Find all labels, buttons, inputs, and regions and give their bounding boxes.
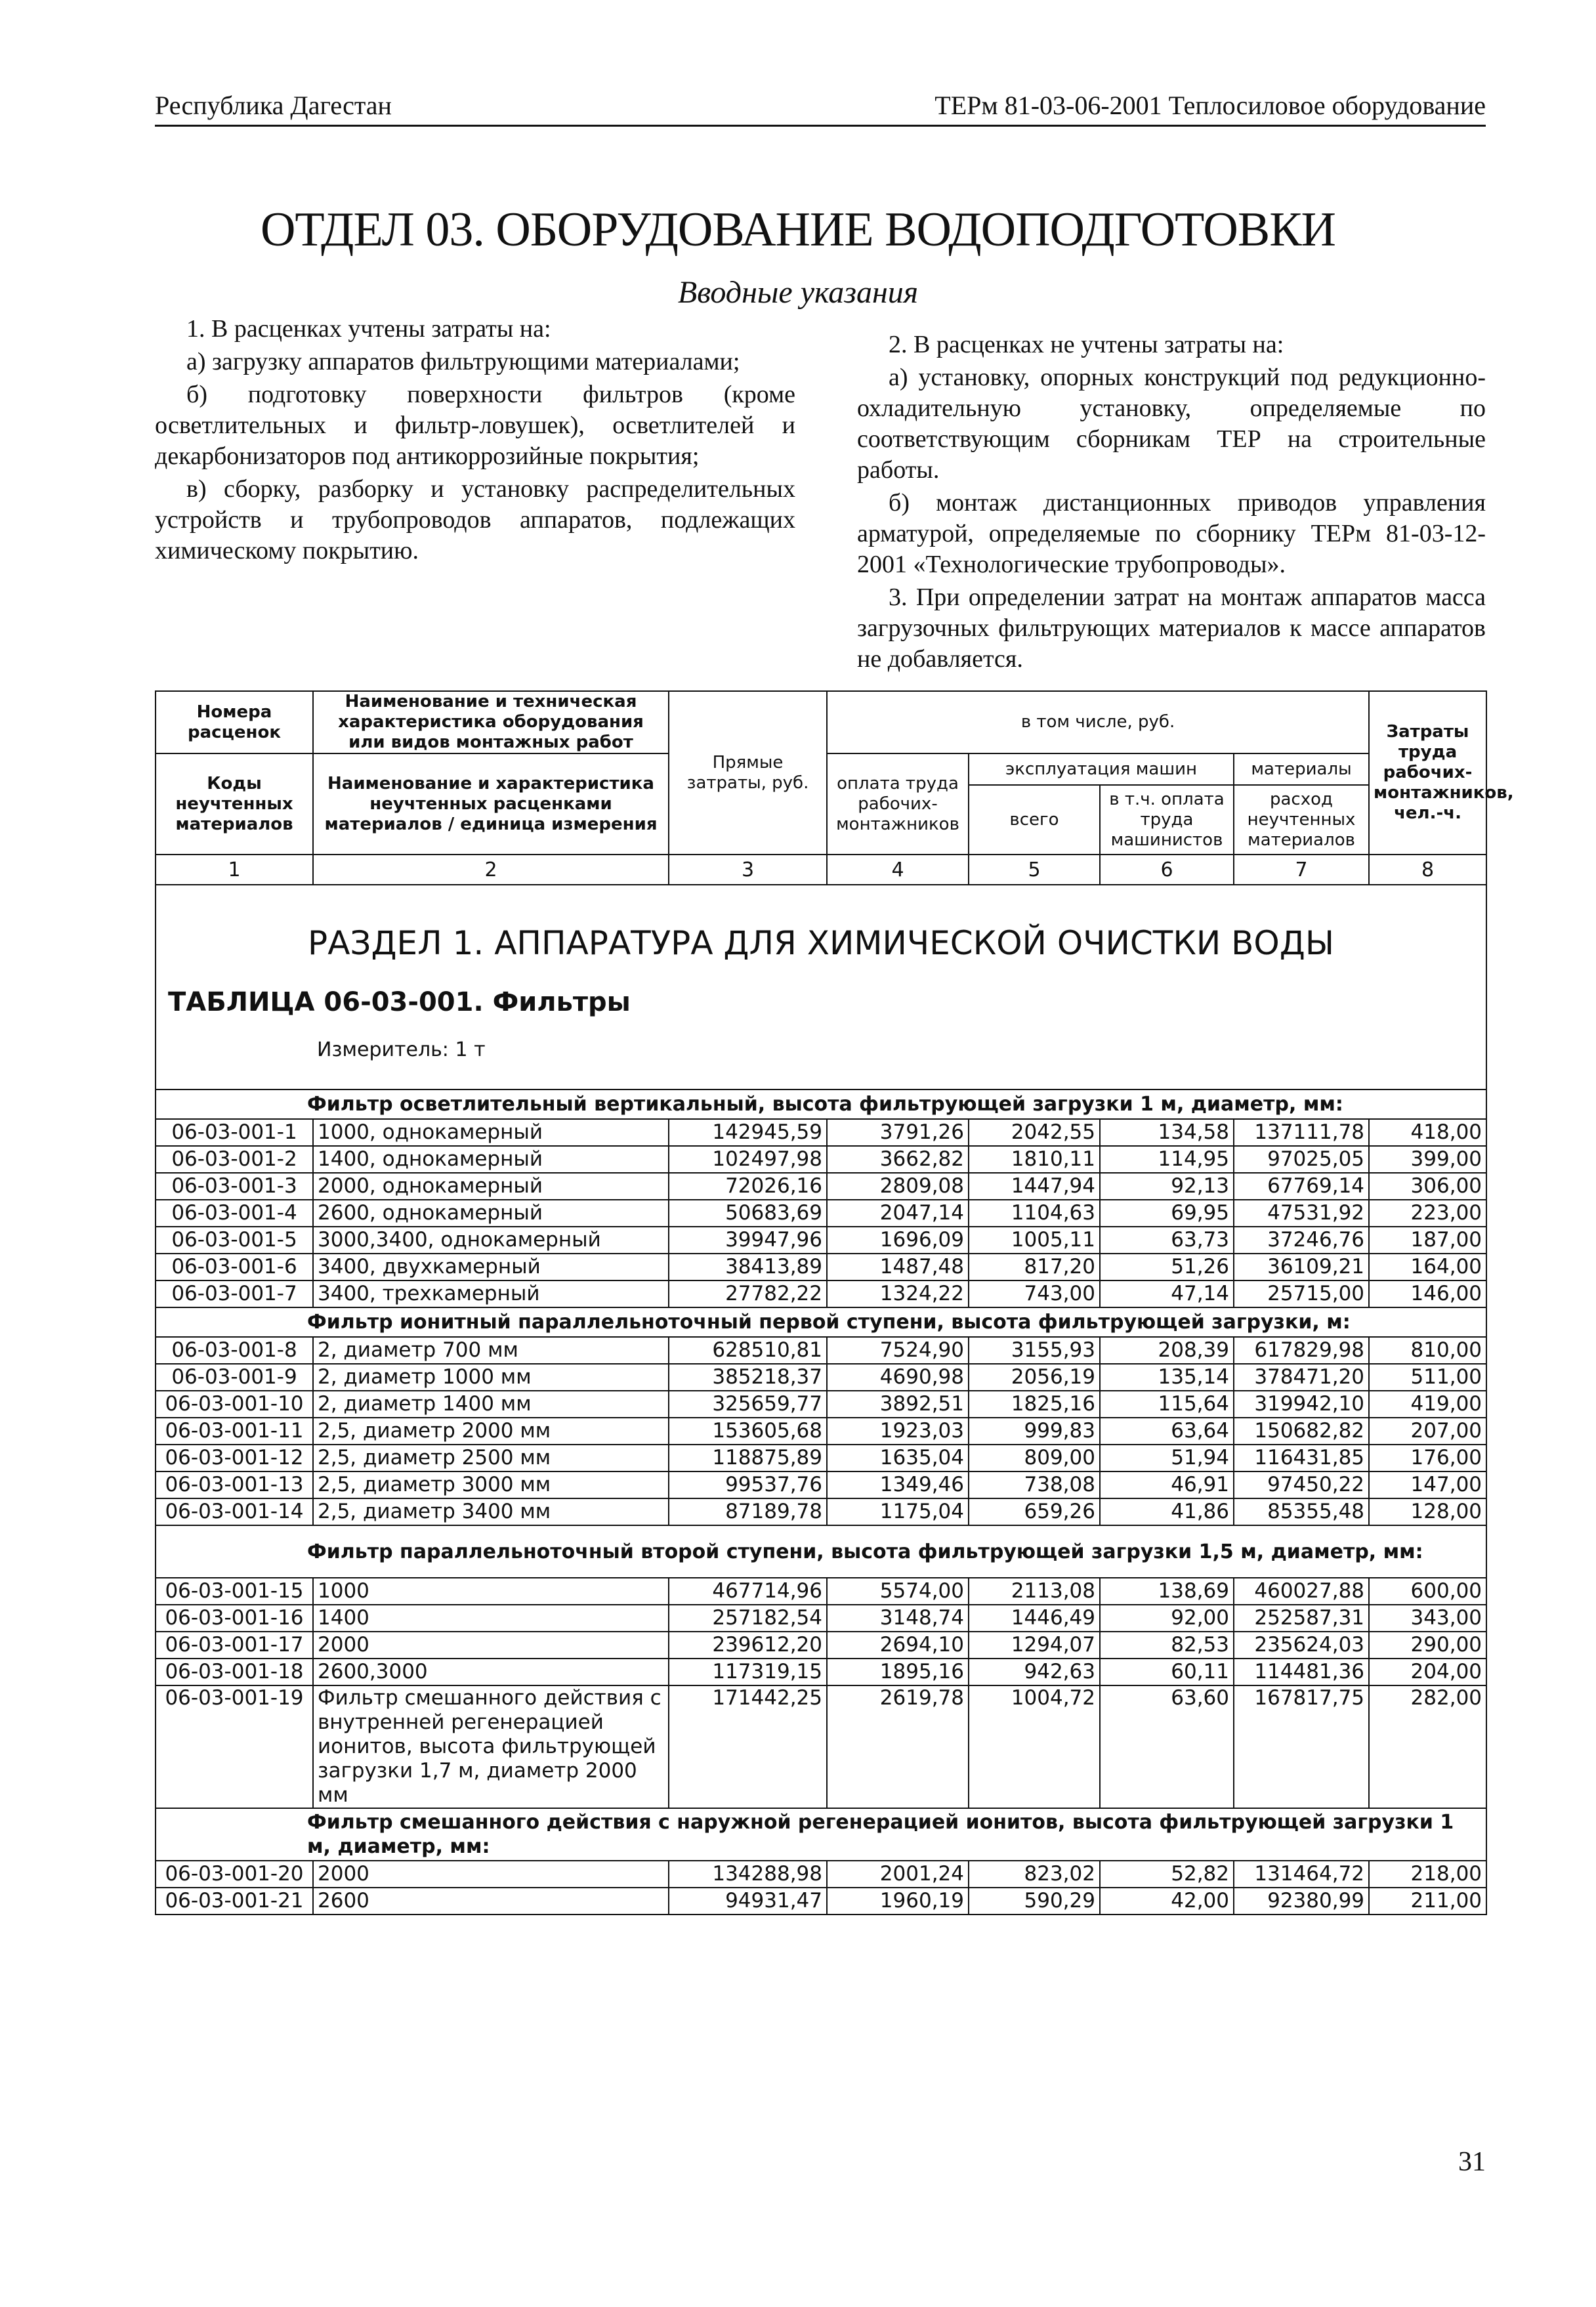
work-name: 2600: [313, 1888, 669, 1915]
labor-pay: 1895,16: [827, 1659, 969, 1685]
rate-code: 06-03-001-5: [156, 1227, 313, 1254]
work-name: 2,5, диаметр 3000 мм: [313, 1471, 669, 1498]
table-row: [156, 1200, 1486, 1227]
machines-total: 2056,19: [969, 1364, 1100, 1391]
work-name: 2,5, диаметр 3400 мм: [313, 1498, 669, 1525]
direct-cost: 87189,78: [669, 1498, 827, 1525]
machinists-pay: 135,14: [1100, 1364, 1234, 1391]
machinists-pay: 92,00: [1100, 1605, 1234, 1632]
machines-total: 590,29: [969, 1888, 1100, 1915]
intro-right-column: [857, 329, 1486, 677]
work-name: 2600,3000: [313, 1659, 669, 1685]
page-number: 31: [1458, 2147, 1486, 2177]
direct-cost: 39947,96: [669, 1227, 827, 1254]
labor-hours: 418,00: [1369, 1119, 1486, 1146]
table-row: [156, 1280, 1486, 1307]
labor-hours: 600,00: [1369, 1578, 1486, 1605]
direct-cost: 628510,81: [669, 1337, 827, 1364]
materials-use: 114481,36: [1234, 1659, 1369, 1685]
column-number: 1: [156, 855, 313, 885]
header-document-code: ТЕРм 81-03-06-2001 Теплосиловое оборудование: [934, 91, 1486, 120]
table-row: [156, 1337, 1486, 1364]
labor-pay: 1487,48: [827, 1254, 969, 1280]
machinists-pay: 51,94: [1100, 1445, 1234, 1471]
machines-total: 817,20: [969, 1254, 1100, 1280]
work-name: 1400: [313, 1605, 669, 1632]
rate-code: 06-03-001-21: [156, 1888, 313, 1915]
work-name: 1000, однокамерный: [313, 1119, 669, 1146]
rate-code: 06-03-001-1: [156, 1119, 313, 1146]
machinists-pay: 115,64: [1100, 1391, 1234, 1418]
table-row: [156, 1888, 1486, 1915]
work-name: 3400, двухкамерный: [313, 1254, 669, 1280]
labor-hours: 399,00: [1369, 1146, 1486, 1173]
header-machinists-pay: в т.ч. оплата труда машинистов: [1100, 785, 1234, 855]
rate-code: 06-03-001-15: [156, 1578, 313, 1605]
work-name: 2, диаметр 700 мм: [313, 1337, 669, 1364]
machines-total: 1294,07: [969, 1632, 1100, 1659]
table-row: [156, 1227, 1486, 1254]
work-name: Фильтр смешанного действия с внутренней регенерацией ионитов, высота фильтрующей загрузки 1,7 м, диаметр 2000 мм: [313, 1685, 669, 1808]
direct-cost: 257182,54: [669, 1605, 827, 1632]
materials-use: 116431,85: [1234, 1445, 1369, 1471]
materials-use: 37246,76: [1234, 1227, 1369, 1254]
labor-hours: 146,00: [1369, 1280, 1486, 1307]
table-row: [156, 1659, 1486, 1685]
column-number: 3: [669, 855, 827, 885]
labor-hours: 306,00: [1369, 1173, 1486, 1200]
machinists-pay: 138,69: [1100, 1578, 1234, 1605]
materials-use: 378471,20: [1234, 1364, 1369, 1391]
rate-code: 06-03-001-14: [156, 1498, 313, 1525]
rate-code: 06-03-001-6: [156, 1254, 313, 1280]
materials-use: 92380,99: [1234, 1888, 1369, 1915]
group-title: Фильтр параллельноточный второй ступени, высота фильтрующей загрузки 1,5 м, диаметр, мм:: [156, 1525, 1486, 1578]
direct-cost: 50683,69: [669, 1200, 827, 1227]
rate-code: 06-03-001-2: [156, 1146, 313, 1173]
materials-use: 25715,00: [1234, 1280, 1369, 1307]
rate-code: 06-03-001-11: [156, 1418, 313, 1445]
rate-code: 06-03-001-4: [156, 1200, 313, 1227]
section-title: РАЗДЕЛ 1. АППАРАТУРА ДЛЯ ХИМИЧЕСКОЙ ОЧИСТКИ ВОДЫ: [308, 924, 1334, 962]
header-labor-pay: оплата труда рабочих-монтажников: [827, 753, 969, 855]
chapter-title: ОТДЕЛ 03. ОБОРУДОВАНИЕ ВОДОПОДГОТОВКИ: [260, 203, 1335, 257]
intro-paragraph: б) монтаж дистанционных приводов управления арматурой, определяемые по сборнику ТЕРм 81-03-12-2001 «Технологические трубопроводы».: [857, 489, 1486, 578]
rate-code: 06-03-001-12: [156, 1445, 313, 1471]
labor-pay: 3892,51: [827, 1391, 969, 1418]
group-row: [156, 1808, 1486, 1861]
labor-hours: 223,00: [1369, 1200, 1486, 1227]
machinists-pay: 51,26: [1100, 1254, 1234, 1280]
direct-cost: 325659,77: [669, 1391, 827, 1418]
header-machines-total: всего: [969, 785, 1100, 855]
work-name: 2,5, диаметр 2500 мм: [313, 1445, 669, 1471]
materials-use: 47531,92: [1234, 1200, 1369, 1227]
work-name: 2000: [313, 1632, 669, 1659]
intro-paragraph: а) установку, опорных конструкций под редукционно-охладительную установку, определяемые по соответствующим сборникам ТЕР на строительные работы.: [857, 364, 1486, 484]
rate-code: 06-03-001-3: [156, 1173, 313, 1200]
machinists-pay: 82,53: [1100, 1632, 1234, 1659]
labor-hours: 147,00: [1369, 1471, 1486, 1498]
table-row: [156, 1445, 1486, 1471]
rate-code: 06-03-001-9: [156, 1364, 313, 1391]
labor-pay: 1923,03: [827, 1418, 969, 1445]
machinists-pay: 63,64: [1100, 1418, 1234, 1445]
materials-use: 97450,22: [1234, 1471, 1369, 1498]
labor-hours: 128,00: [1369, 1498, 1486, 1525]
intro-paragraph: а) загрузку аппаратов фильтрующими материалами;: [186, 348, 740, 375]
labor-pay: 3662,82: [827, 1146, 969, 1173]
labor-hours: 204,00: [1369, 1659, 1486, 1685]
intro-paragraph: 2. В расценках не учтены затраты на:: [889, 331, 1284, 358]
work-name: 1000: [313, 1578, 669, 1605]
table-row: [156, 1861, 1486, 1888]
materials-use: 67769,14: [1234, 1173, 1369, 1200]
direct-cost: 385218,37: [669, 1364, 827, 1391]
header-materials-use: расход неучтенных материалов: [1234, 785, 1369, 855]
labor-hours: 187,00: [1369, 1227, 1486, 1254]
labor-pay: 1349,46: [827, 1471, 969, 1498]
materials-use: 235624,03: [1234, 1632, 1369, 1659]
table-row: [156, 1364, 1486, 1391]
materials-use: 319942,10: [1234, 1391, 1369, 1418]
machines-total: 3155,93: [969, 1337, 1100, 1364]
machinists-pay: 63,73: [1100, 1227, 1234, 1254]
machinists-pay: 208,39: [1100, 1337, 1234, 1364]
header-region: Республика Дагестан: [155, 91, 392, 120]
labor-pay: 2047,14: [827, 1200, 969, 1227]
table-row: [156, 1254, 1486, 1280]
table-row: [156, 1119, 1486, 1146]
labor-hours: 207,00: [1369, 1418, 1486, 1445]
header-direct-costs: Прямые затраты, руб.: [669, 691, 827, 855]
column-number: 6: [1100, 855, 1234, 885]
labor-pay: 5574,00: [827, 1578, 969, 1605]
table-row: [156, 1418, 1486, 1445]
table-row: [156, 1471, 1486, 1498]
machinists-pay: 92,13: [1100, 1173, 1234, 1200]
labor-hours: 810,00: [1369, 1337, 1486, 1364]
machinists-pay: 114,95: [1100, 1146, 1234, 1173]
machines-total: 2042,55: [969, 1119, 1100, 1146]
direct-cost: 118875,89: [669, 1445, 827, 1471]
direct-cost: 38413,89: [669, 1254, 827, 1280]
measure-unit: Измеритель: 1 т: [317, 1038, 486, 1061]
direct-cost: 134288,98: [669, 1861, 827, 1888]
labor-pay: 1175,04: [827, 1498, 969, 1525]
labor-hours: 211,00: [1369, 1888, 1486, 1915]
labor-pay: 1635,04: [827, 1445, 969, 1471]
work-name: 2000: [313, 1861, 669, 1888]
intro-paragraph: 3. При определении затрат на монтаж аппаратов масса загрузочных фильтрующих материалов к массе аппаратов не добавляется.: [857, 583, 1486, 673]
machines-total: 1825,16: [969, 1391, 1100, 1418]
group-title: Фильтр ионитный параллельноточный первой ступени, высота фильтрующей загрузки, м:: [156, 1307, 1486, 1337]
machines-total: 738,08: [969, 1471, 1100, 1498]
machinists-pay: 60,11: [1100, 1659, 1234, 1685]
header-material-codes: Коды неучтенных материалов: [156, 753, 313, 855]
direct-cost: 102497,98: [669, 1146, 827, 1173]
machines-total: 942,63: [969, 1659, 1100, 1685]
direct-cost: 117319,15: [669, 1659, 827, 1685]
header-materials: материалы: [1234, 753, 1369, 785]
materials-use: 252587,31: [1234, 1605, 1369, 1632]
machinists-pay: 47,14: [1100, 1280, 1234, 1307]
machines-total: 1005,11: [969, 1227, 1100, 1254]
direct-cost: 142945,59: [669, 1119, 827, 1146]
work-name: 2, диаметр 1400 мм: [313, 1391, 669, 1418]
materials-use: 137111,78: [1234, 1119, 1369, 1146]
direct-cost: 99537,76: [669, 1471, 827, 1498]
work-name: 3400, трехкамерный: [313, 1280, 669, 1307]
column-number: 8: [1369, 855, 1486, 885]
machines-total: 659,26: [969, 1498, 1100, 1525]
header-material-name: Наименование и характеристика неучтенных расценками материалов / единица измерения: [313, 753, 669, 855]
rate-code: 06-03-001-16: [156, 1605, 313, 1632]
rate-code: 06-03-001-13: [156, 1471, 313, 1498]
section-block: [156, 885, 1486, 1090]
group-title: Фильтр смешанного действия с наружной регенерацией ионитов, высота фильтрующей загрузки 1 м, диаметр, мм:: [156, 1808, 1486, 1861]
machines-total: 1447,94: [969, 1173, 1100, 1200]
labor-hours: 419,00: [1369, 1391, 1486, 1418]
rate-code: 06-03-001-20: [156, 1861, 313, 1888]
machinists-pay: 134,58: [1100, 1119, 1234, 1146]
rate-code: 06-03-001-17: [156, 1632, 313, 1659]
chapter-subtitle: Вводные указания: [677, 275, 919, 310]
work-name: 1400, однокамерный: [313, 1146, 669, 1173]
work-name: 2600, однокамерный: [313, 1200, 669, 1227]
labor-pay: 7524,90: [827, 1337, 969, 1364]
intro-paragraph: б) подготовку поверхности фильтров (кроме осветлительных и фильтр-ловушек), осветлителей и декарбонизаторов под антикоррозийные покрытия;: [155, 381, 795, 470]
machinists-pay: 42,00: [1100, 1888, 1234, 1915]
column-number: 4: [827, 855, 969, 885]
materials-use: 97025,05: [1234, 1146, 1369, 1173]
work-name: 2,5, диаметр 2000 мм: [313, 1418, 669, 1445]
machines-total: 809,00: [969, 1445, 1100, 1471]
direct-cost: 239612,20: [669, 1632, 827, 1659]
header-including: в том числе, руб.: [827, 691, 1369, 753]
materials-use: 150682,82: [1234, 1418, 1369, 1445]
table-row: [156, 1578, 1486, 1605]
machinists-pay: 52,82: [1100, 1861, 1234, 1888]
machinists-pay: 41,86: [1100, 1498, 1234, 1525]
intro-left-column: [155, 314, 795, 568]
work-name: 2000, однокамерный: [313, 1173, 669, 1200]
direct-cost: 467714,96: [669, 1578, 827, 1605]
labor-pay: 3791,26: [827, 1119, 969, 1146]
column-number: 2: [313, 855, 669, 885]
machines-total: 1104,63: [969, 1200, 1100, 1227]
table-row: [156, 1685, 1486, 1808]
work-name: 2, диаметр 1000 мм: [313, 1364, 669, 1391]
rate-code: 06-03-001-18: [156, 1659, 313, 1685]
machinists-pay: 69,95: [1100, 1200, 1234, 1227]
labor-pay: 2694,10: [827, 1632, 969, 1659]
group-row: [156, 1307, 1486, 1337]
work-name: 3000,3400, однокамерный: [313, 1227, 669, 1254]
labor-pay: 1696,09: [827, 1227, 969, 1254]
machines-total: 2113,08: [969, 1578, 1100, 1605]
header-machine-operation: эксплуатация машин: [969, 753, 1234, 785]
labor-hours: 176,00: [1369, 1445, 1486, 1471]
materials-use: 85355,48: [1234, 1498, 1369, 1525]
machines-total: 999,83: [969, 1418, 1100, 1445]
rates-table: [155, 690, 1514, 1915]
direct-cost: 27782,22: [669, 1280, 827, 1307]
labor-pay: 4690,98: [827, 1364, 969, 1391]
group-row: [156, 1090, 1486, 1119]
direct-cost: 94931,47: [669, 1888, 827, 1915]
column-number: 5: [969, 855, 1100, 885]
materials-use: 131464,72: [1234, 1861, 1369, 1888]
table-title: ТАБЛИЦА 06-03-001. Фильтры: [168, 987, 631, 1017]
table-row: [156, 1498, 1486, 1525]
machines-total: 1446,49: [969, 1605, 1100, 1632]
table-row: [156, 1146, 1486, 1173]
intro-paragraph: 1. В расценках учтены затраты на:: [186, 315, 551, 343]
column-number: 7: [1234, 855, 1369, 885]
materials-use: 36109,21: [1234, 1254, 1369, 1280]
group-title: Фильтр осветлительный вертикальный, высота фильтрующей загрузки 1 м, диаметр, мм:: [156, 1090, 1486, 1119]
labor-hours: 164,00: [1369, 1254, 1486, 1280]
labor-pay: 3148,74: [827, 1605, 969, 1632]
rate-code: 06-03-001-10: [156, 1391, 313, 1418]
table-row: [156, 1605, 1486, 1632]
table-row: [156, 1391, 1486, 1418]
direct-cost: 153605,68: [669, 1418, 827, 1445]
labor-pay: 2619,78: [827, 1685, 969, 1808]
labor-hours: 343,00: [1369, 1605, 1486, 1632]
machinists-pay: 63,60: [1100, 1685, 1234, 1808]
materials-use: 167817,75: [1234, 1685, 1369, 1808]
direct-cost: 72026,16: [669, 1173, 827, 1200]
materials-use: 460027,88: [1234, 1578, 1369, 1605]
labor-pay: 1960,19: [827, 1888, 969, 1915]
labor-pay: 2809,08: [827, 1173, 969, 1200]
machines-total: 1004,72: [969, 1685, 1100, 1808]
table-row: [156, 1632, 1486, 1659]
header-labor-hours: Затраты труда рабочих-монтажников, чел.-ч.: [1369, 691, 1486, 855]
rate-code: 06-03-001-19: [156, 1685, 313, 1808]
machines-total: 743,00: [969, 1280, 1100, 1307]
table-row: [156, 1173, 1486, 1200]
labor-hours: 218,00: [1369, 1861, 1486, 1888]
labor-hours: 511,00: [1369, 1364, 1486, 1391]
header-work-name: Наименование и техническая характеристика оборудования или видов монтажных работ: [313, 691, 669, 753]
page-header: [155, 84, 1486, 127]
header-rate-codes: Номера расценок: [156, 691, 313, 753]
labor-hours: 282,00: [1369, 1685, 1486, 1808]
labor-hours: 290,00: [1369, 1632, 1486, 1659]
rate-code: 06-03-001-7: [156, 1280, 313, 1307]
group-row: [156, 1525, 1486, 1578]
machinists-pay: 46,91: [1100, 1471, 1234, 1498]
labor-pay: 2001,24: [827, 1861, 969, 1888]
intro-paragraph: в) сборку, разборку и установку распределительных устройств и трубопроводов аппаратов, подлежащих химическому покрытию.: [155, 475, 795, 564]
labor-pay: 1324,22: [827, 1280, 969, 1307]
machines-total: 823,02: [969, 1861, 1100, 1888]
machines-total: 1810,11: [969, 1146, 1100, 1173]
materials-use: 617829,98: [1234, 1337, 1369, 1364]
direct-cost: 171442,25: [669, 1685, 827, 1808]
rate-code: 06-03-001-8: [156, 1337, 313, 1364]
